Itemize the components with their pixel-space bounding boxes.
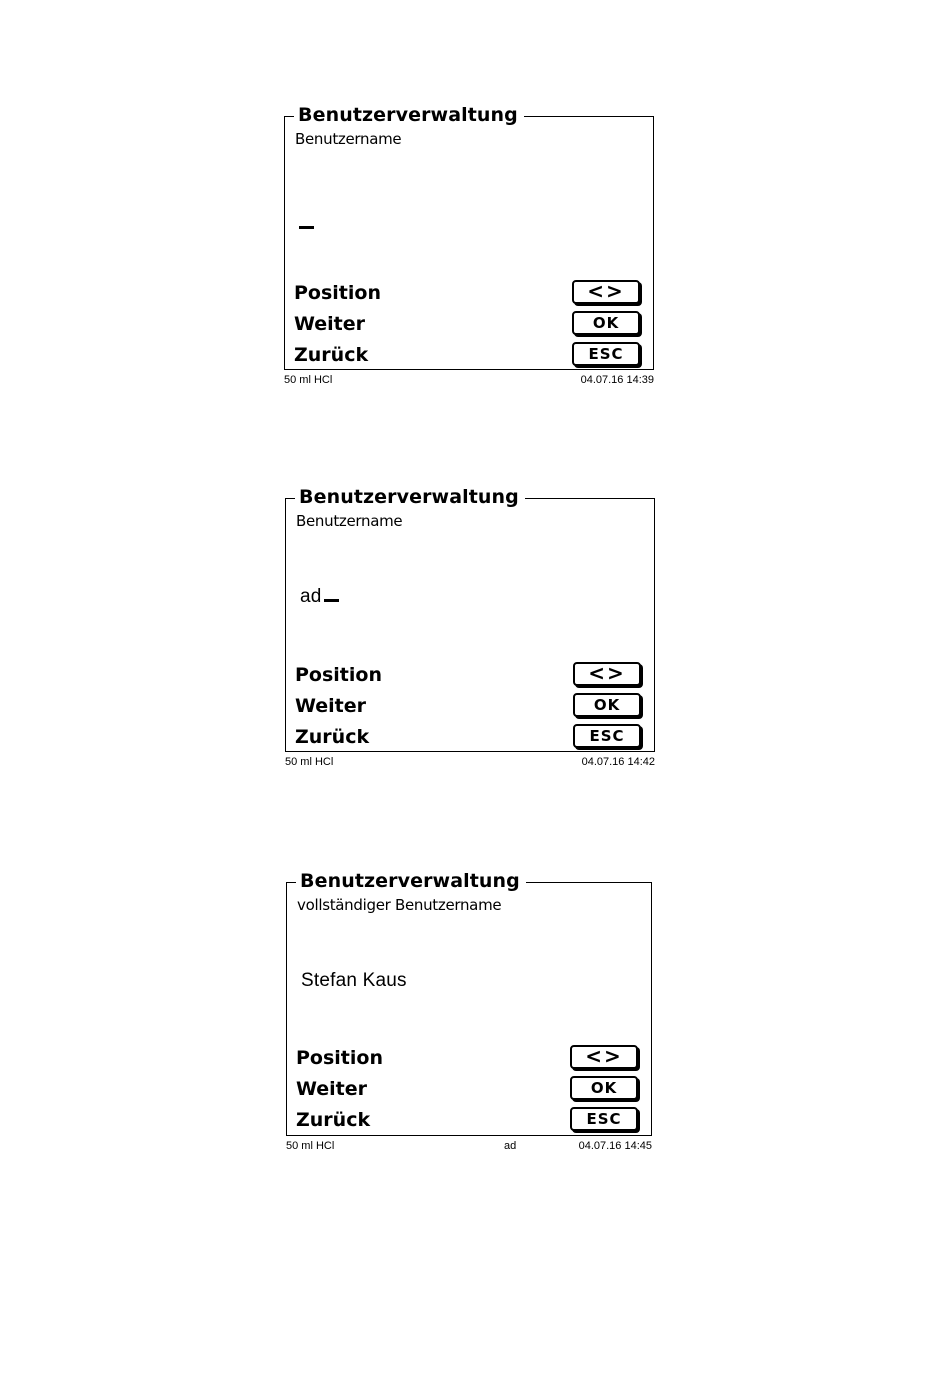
dialog-title: Benutzerverwaltung [295, 486, 525, 508]
dialog-title: Benutzerverwaltung [294, 104, 524, 126]
zurueck-label: Zurück [296, 1109, 371, 1131]
screen-2-username-typing [285, 486, 657, 774]
fullname-input[interactable] [301, 970, 407, 992]
status-reagent: 50 ml HCl [286, 1140, 335, 1152]
field-caption: Benutzername [296, 512, 403, 530]
esc-key[interactable]: ESC [572, 342, 640, 366]
position-arrows-key[interactable]: <> [572, 280, 640, 304]
status-datetime: 04.07.16 14:39 [580, 374, 654, 386]
ok-key[interactable]: OK [573, 693, 641, 717]
ok-key[interactable]: OK [572, 311, 640, 335]
row-position [294, 280, 640, 308]
esc-key[interactable]: ESC [573, 724, 641, 748]
username-input[interactable] [300, 586, 339, 608]
weiter-label: Weiter [295, 695, 367, 717]
weiter-label: Weiter [294, 313, 366, 335]
text-cursor [324, 599, 339, 602]
row-position [296, 1045, 638, 1073]
fullname-input-value: Stefan Kaus [301, 970, 407, 991]
row-weiter [295, 693, 641, 721]
weiter-label: Weiter [296, 1078, 368, 1100]
screen-3-full-username [286, 870, 658, 1158]
status-bar [286, 1139, 652, 1153]
position-arrows-key[interactable]: <> [573, 662, 641, 686]
row-zurueck [294, 342, 640, 370]
username-input-value: ad [300, 586, 322, 607]
field-caption: vollständiger Benutzername [297, 896, 502, 914]
row-zurueck [295, 724, 641, 752]
status-user: ad [504, 1140, 517, 1152]
position-label: Position [294, 282, 381, 304]
zurueck-label: Zurück [295, 726, 370, 748]
dialog-title: Benutzerverwaltung [296, 870, 526, 892]
status-bar [285, 755, 655, 769]
row-position [295, 662, 641, 690]
row-zurueck [296, 1107, 638, 1135]
text-cursor [299, 226, 314, 229]
status-reagent: 50 ml HCl [285, 756, 334, 768]
position-label: Position [296, 1047, 383, 1069]
status-reagent: 50 ml HCl [284, 374, 333, 386]
position-label: Position [295, 664, 382, 686]
status-datetime: 04.07.16 14:45 [578, 1140, 652, 1152]
zurueck-label: Zurück [294, 344, 369, 366]
row-weiter [296, 1076, 638, 1104]
field-caption: Benutzername [295, 130, 402, 148]
position-arrows-key[interactable]: <> [570, 1045, 638, 1069]
screen-1-username-empty [284, 104, 656, 392]
esc-key[interactable]: ESC [570, 1107, 638, 1131]
ok-key[interactable]: OK [570, 1076, 638, 1100]
status-bar [284, 373, 654, 387]
status-datetime: 04.07.16 14:42 [581, 756, 655, 768]
row-weiter [294, 311, 640, 339]
